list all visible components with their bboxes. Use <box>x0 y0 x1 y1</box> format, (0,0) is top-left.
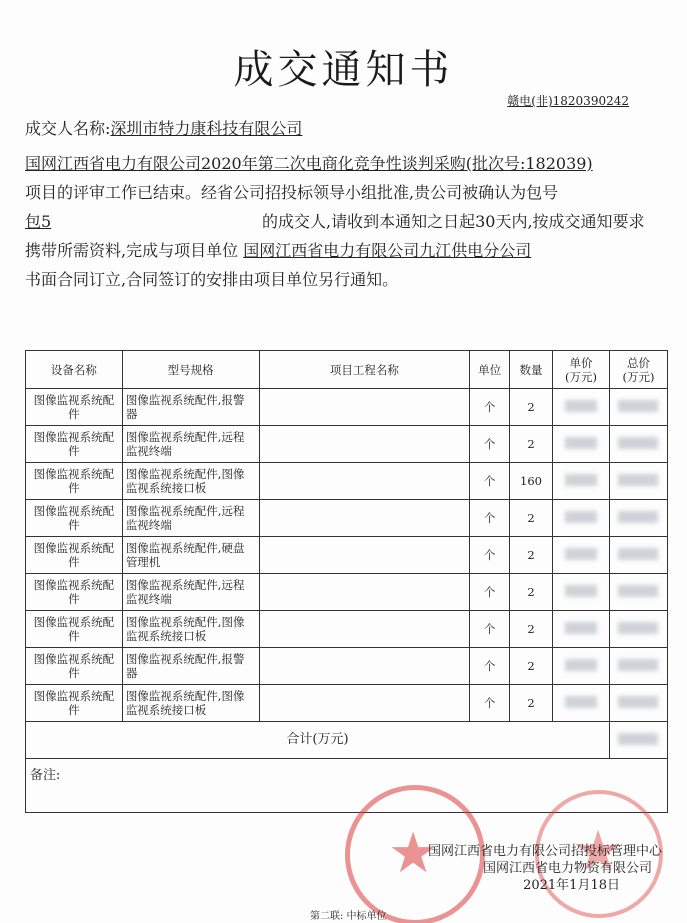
item-spec: 图像监视系统配件,图像监视系统接口板 <box>122 463 259 500</box>
item-unit: 个 <box>470 537 510 574</box>
item-unit: 个 <box>470 426 510 463</box>
redacted-value <box>618 733 658 745</box>
item-quantity: 2 <box>510 389 553 426</box>
winner-label: 成交人名称: <box>25 119 111 138</box>
project-cell <box>259 611 470 648</box>
project-cell <box>259 685 470 722</box>
item-unit: 个 <box>470 500 510 537</box>
total-price-redacted <box>609 685 667 722</box>
item-unit: 个 <box>470 611 510 648</box>
redacted-value <box>565 659 597 671</box>
unit-price-redacted <box>553 463 610 500</box>
unit-price-redacted <box>553 574 610 611</box>
project-cell <box>259 426 470 463</box>
item-unit: 个 <box>470 574 510 611</box>
unit-price-redacted <box>553 537 610 574</box>
signature-org-2: 国网江西省电力物资有限公司 <box>482 861 652 876</box>
column-header: 设备名称 <box>26 351 123 389</box>
body-line-5 <box>25 238 531 261</box>
total-price-redacted <box>609 648 667 685</box>
unit-price-redacted <box>553 611 610 648</box>
total-price-redacted <box>609 537 667 574</box>
items-table <box>25 350 668 759</box>
item-spec: 图像监视系统配件,远程监视终端 <box>122 574 259 611</box>
total-price-redacted <box>609 463 667 500</box>
remarks-label: 备注: <box>30 768 61 783</box>
item-unit: 个 <box>470 389 510 426</box>
item-quantity: 2 <box>510 685 553 722</box>
column-header: 型号规格 <box>122 351 259 389</box>
item-name: 图像监视系统配件 <box>26 426 123 463</box>
item-unit: 个 <box>470 648 510 685</box>
redacted-value <box>565 696 597 708</box>
table-row <box>26 463 668 500</box>
total-label: 合计(万元) <box>26 722 610 759</box>
signature-date: 2021年1月18日 <box>523 878 620 893</box>
body-line-6: 书面合同订立,合同签订的安排由项目单位另行通知。 <box>25 270 399 289</box>
column-header: 项目工程名称 <box>259 351 470 389</box>
item-quantity: 2 <box>510 426 553 463</box>
redacted-value <box>618 548 658 560</box>
redacted-value <box>565 474 597 486</box>
item-quantity: 2 <box>510 611 553 648</box>
item-spec: 图像监视系统配件,远程监视终端 <box>122 500 259 537</box>
document-title: 成交通知书 <box>233 47 454 93</box>
total-price-redacted <box>609 574 667 611</box>
item-unit: 个 <box>470 463 510 500</box>
item-quantity: 160 <box>510 463 553 500</box>
table-row <box>26 426 668 463</box>
table-row <box>26 500 668 537</box>
column-header: 数量 <box>510 351 553 389</box>
redacted-value <box>565 437 597 449</box>
table-row <box>26 611 668 648</box>
seal-tendering-center: ★ <box>345 785 485 923</box>
table-row <box>26 648 668 685</box>
redacted-value <box>618 696 658 708</box>
item-quantity: 2 <box>510 648 553 685</box>
total-value-redacted <box>609 722 667 759</box>
total-row <box>26 722 668 759</box>
redacted-value <box>618 659 658 671</box>
item-name: 图像监视系统配件 <box>26 611 123 648</box>
unit-price-redacted <box>553 500 610 537</box>
item-spec: 图像监视系统配件,图像监视系统接口板 <box>122 611 259 648</box>
project-cell <box>259 648 470 685</box>
item-spec: 图像监视系统配件,远程监视终端 <box>122 426 259 463</box>
redacted-value <box>618 511 658 523</box>
item-spec: 图像监视系统配件,报警器 <box>122 648 259 685</box>
unit-price-redacted <box>553 389 610 426</box>
project-cell <box>259 537 470 574</box>
item-quantity: 2 <box>510 537 553 574</box>
project-cell <box>259 574 470 611</box>
project-cell <box>259 389 470 426</box>
unit-price-redacted <box>553 685 610 722</box>
unit-price-redacted <box>553 426 610 463</box>
column-header: 单价 (万元) <box>553 351 610 389</box>
project-cell <box>259 500 470 537</box>
item-quantity: 2 <box>510 500 553 537</box>
body-line-4: 的成交人,请收到本通知之日起30天内,按成交通知要求 <box>262 212 645 231</box>
total-price-redacted <box>609 500 667 537</box>
unit-price-redacted <box>553 648 610 685</box>
item-spec: 图像监视系统配件,报警器 <box>122 389 259 426</box>
redacted-value <box>565 548 597 560</box>
item-name: 图像监视系统配件 <box>26 685 123 722</box>
winner-line <box>25 116 302 139</box>
table-row <box>26 537 668 574</box>
signature-org-1: 国网江西省电力有限公司招投标管理中心 <box>427 844 662 859</box>
table-row <box>26 574 668 611</box>
redacted-value <box>618 474 658 486</box>
item-name: 图像监视系统配件 <box>26 500 123 537</box>
redacted-value <box>565 585 597 597</box>
item-name: 图像监视系统配件 <box>26 648 123 685</box>
column-header: 总价 (万元) <box>609 351 667 389</box>
project-unit: 国网江西省电力有限公司九江供电分公司 <box>243 241 532 260</box>
table-row <box>26 685 668 722</box>
redacted-value <box>565 622 597 634</box>
seal-materials-company: ★ <box>535 790 663 918</box>
item-spec: 图像监视系统配件,图像监视系统接口板 <box>122 685 259 722</box>
item-name: 图像监视系统配件 <box>26 537 123 574</box>
redacted-value <box>618 400 658 412</box>
item-name: 图像监视系统配件 <box>26 389 123 426</box>
body-line-3: 项目的评审工作已结束。经省公司招投标领导小组批准,贵公司被确认为包号 <box>25 183 559 202</box>
redacted-value <box>565 511 597 523</box>
item-spec: 图像监视系统配件,硬盘管理机 <box>122 537 259 574</box>
table-row <box>26 389 668 426</box>
project-name: 国网江西省电力有限公司2020年第二次电商化竞争性谈判采购(批次号:182039) <box>25 154 593 173</box>
project-cell <box>259 463 470 500</box>
total-price-redacted <box>609 611 667 648</box>
item-quantity: 2 <box>510 574 553 611</box>
total-price-redacted <box>609 426 667 463</box>
redacted-value <box>618 437 658 449</box>
item-name: 图像监视系统配件 <box>26 574 123 611</box>
footer-copy-label: 第二联: 中标单位 <box>310 911 387 922</box>
total-price-redacted <box>609 389 667 426</box>
reference-number: 赣电(非)1820390242 <box>507 94 629 108</box>
item-unit: 个 <box>470 685 510 722</box>
package-number: 包5 <box>25 212 52 231</box>
body-line-5-text: 携带所需资料,完成与项目单位 <box>25 241 239 260</box>
column-header: 单位 <box>470 351 510 389</box>
item-name: 图像监视系统配件 <box>26 463 123 500</box>
winner-name: 深圳市特力康科技有限公司 <box>110 119 303 138</box>
redacted-value <box>618 622 658 634</box>
redacted-value <box>618 585 658 597</box>
redacted-value <box>565 400 597 412</box>
